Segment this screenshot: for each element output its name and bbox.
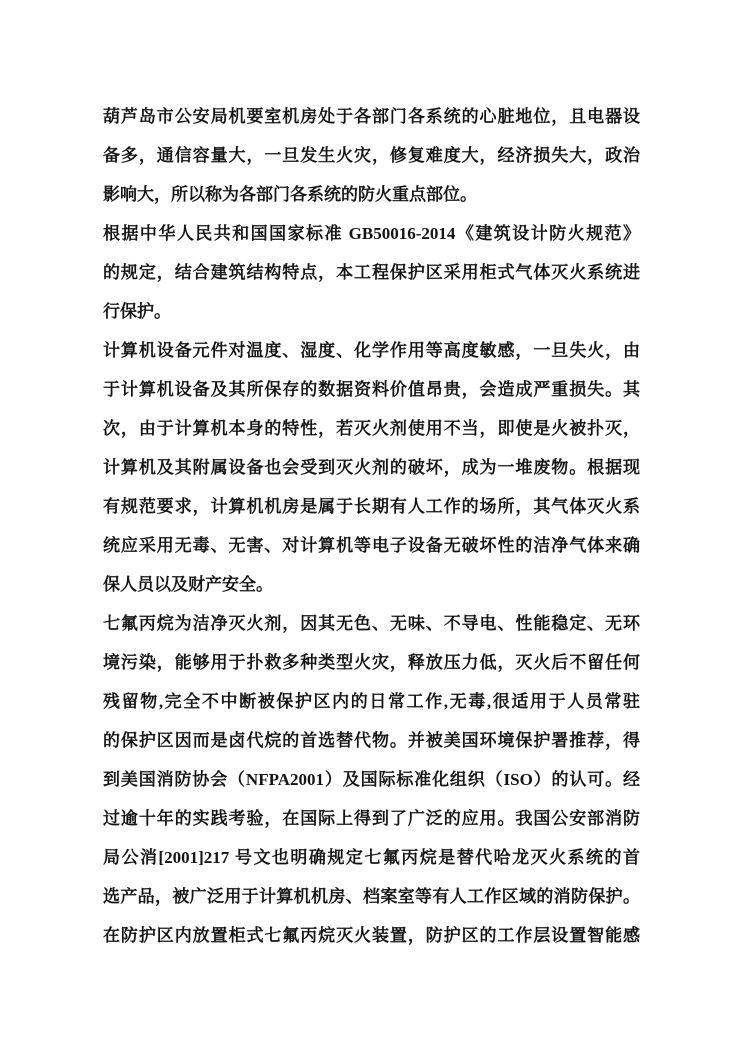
paragraph bbox=[103, 331, 640, 604]
text-line: 的规定，结合建筑结构特点，本工程保护区采用柜式气体灭火系统进 bbox=[103, 263, 640, 282]
paragraph bbox=[103, 604, 640, 955]
text-line: 到美国消防协会（NFPA2001）及国际标准化组织（ISO）的认可。经 bbox=[103, 770, 640, 789]
text-line: 七氟丙烷为洁净灭火剂，因其无色、无味、不导电、性能稳定、无环 bbox=[103, 614, 640, 633]
paragraph bbox=[103, 97, 640, 214]
text-line: 根据中华人民共和国国家标准 GB50016-2014《建筑设计防火规范》 bbox=[103, 224, 640, 243]
text-line: 局公消[2001]217 号文也明确规定七氟丙烷是替代哈龙灭火系统的首 bbox=[103, 848, 640, 867]
text-line: 葫芦岛市公安局机要室机房处于各部门各系统的心脏地位，且电器设 bbox=[103, 107, 640, 126]
text-block bbox=[103, 97, 640, 955]
text-line: 在防护区内放置柜式七氟丙烷灭火装置，防护区的工作层设置智能感 bbox=[103, 926, 640, 945]
text-line: 于计算机设备及其所保存的数据资料价值昂贵，会造成严重损失。其 bbox=[103, 380, 640, 399]
text-line: 保人员以及财产安全。 bbox=[103, 575, 273, 594]
text-line: 行保护。 bbox=[103, 302, 171, 321]
text-line: 次，由于计算机本身的特性，若灭火剂使用不当，即使是火被扑灭， bbox=[103, 419, 640, 438]
text-line: 残留物,完全不中断被保护区内的日常工作,无毒,很适用于人员常驻 bbox=[103, 692, 640, 711]
paragraph bbox=[103, 214, 640, 331]
text-line: 有规范要求，计算机机房是属于长期有人工作的场所，其气体灭火系 bbox=[103, 497, 640, 516]
text-line: 计算机及其附属设备也会受到灭火剂的破坏，成为一堆废物。根据现 bbox=[103, 458, 640, 477]
text-line: 境污染，能够用于扑救多种类型火灾，释放压力低，灭火后不留任何 bbox=[103, 653, 640, 672]
text-line: 影响大，所以称为各部门各系统的防火重点部位。 bbox=[103, 185, 477, 204]
text-line: 的保护区因而是卤代烷的首选替代物。并被美国环境保护署推荐，得 bbox=[103, 731, 640, 750]
text-line: 备多，通信容量大，一旦发生火灾，修复难度大，经济损失大，政治 bbox=[103, 146, 640, 165]
text-line: 过逾十年的实践考验，在国际上得到了广泛的应用。我国公安部消防 bbox=[103, 809, 640, 828]
text-line: 选产品，被广泛用于计算机机房、档案室等有人工作区域的消防保护。 bbox=[103, 887, 640, 906]
text-line: 计算机设备元件对温度、湿度、化学作用等高度敏感，一旦失火，由 bbox=[103, 341, 640, 360]
text-line: 统应采用无毒、无害、对计算机等电子设备无破坏性的洁净气体来确 bbox=[103, 536, 640, 555]
